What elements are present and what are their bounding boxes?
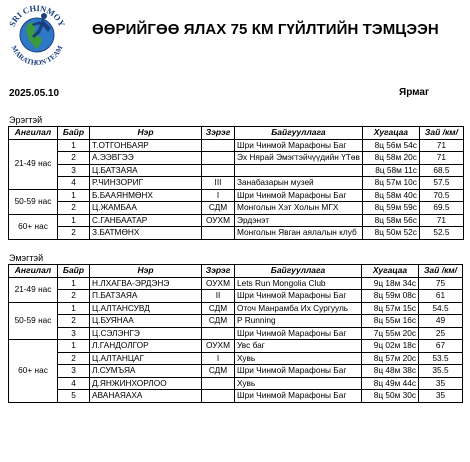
column-header: Байр [58,265,90,278]
distance-cell: 67 [419,340,463,353]
distance-cell: 25 [419,327,463,340]
name-cell: С.ГАНБААТАР [90,214,202,227]
age-category-cell: 60+ нас [9,340,58,403]
organization-cell: Занабазарын музей [235,177,363,190]
rank-cell: III [202,177,235,190]
distance-cell: 49 [419,315,463,328]
table-row [9,315,463,328]
organization-cell: Оточ Манрамба Их Сургууль [235,302,362,315]
name-cell: П.БАТЗАЯА [90,290,202,303]
name-cell: АВАНАЯАХА [90,390,202,403]
organization-cell: Хувь [235,377,362,390]
distance-cell: 70.5 [419,189,463,202]
name-cell: Н.ЛХАГВА-ЭРДЭНЭ [90,277,202,290]
women-results-table [8,264,463,403]
column-header: Зэрэг [202,265,235,278]
distance-cell: 71 [419,214,463,227]
age-category-cell: 21-49 нас [9,139,58,189]
table-header-row [9,265,463,278]
organization-cell: Шри Чинмой Марафоны Баг [235,139,363,152]
name-cell: Ц.СЭЛЭНГЭ [90,327,202,340]
rank-cell: СДМ [202,302,235,315]
table-row [9,227,464,240]
event-location: Ярмаг [399,87,430,98]
table-row [9,177,464,190]
women-section-label: Эмэгтэй [9,253,44,263]
time-cell: 9ц 02м 18с [362,340,419,353]
rank-cell [202,327,235,340]
table-row [9,277,463,290]
organization-cell: Монголын Явган аялалын клуб [235,227,363,240]
table-row [9,327,463,340]
men-section-label: Эрэгтэй [9,115,43,125]
place-cell: 1 [58,214,90,227]
place-cell: 1 [58,340,90,353]
time-cell: 8ц 59м 08с [362,290,419,303]
name-cell: Ц.БУЯНАА [90,315,202,328]
rank-cell [202,390,235,403]
place-cell: 4 [58,377,90,390]
table-row [9,390,463,403]
age-category-cell: 50-59 нас [9,302,58,340]
place-cell: 3 [58,365,90,378]
name-cell: Ц.ЖАМБАА [90,202,202,215]
table-row [9,189,464,202]
name-cell: Ц.БАТЗАЯА [90,164,202,177]
organization-cell: Хувь [235,352,362,365]
distance-cell: 53.5 [419,352,463,365]
organization-cell: Шри Чинмой Марафоны Баг [235,290,362,303]
rank-cell [202,377,235,390]
distance-cell: 71 [419,152,463,165]
time-cell: 7ц 55м 20с [362,327,419,340]
rank-cell: I [202,352,235,365]
time-cell: 8ц 58м 20с [362,152,419,165]
distance-cell: 61 [419,290,463,303]
time-cell: 8ц 56м 54с [362,139,419,152]
rank-cell: ОУХМ [202,340,235,353]
time-cell: 8ц 58м 40с [362,189,419,202]
table-row [9,139,464,152]
table-header-row [9,127,464,140]
rank-cell: ОУХМ [202,214,235,227]
column-header: Нэр [90,127,202,140]
column-header: Ангилал [9,265,58,278]
organization-cell: Шри Чинмой Марафоны Баг [235,327,362,340]
distance-cell: 57.5 [419,177,463,190]
column-header: Байгууллага [235,127,363,140]
organization-cell: Монголын Хэт Холын МГХ [235,202,363,215]
rank-cell: СДМ [202,365,235,378]
distance-cell: 52.5 [419,227,463,240]
column-header: Хугацаа [362,127,419,140]
organization-cell: Увс баг [235,340,362,353]
rank-cell: ОУХМ [202,277,235,290]
organization-cell: P Running [235,315,362,328]
column-header: Зай /км/ [419,127,463,140]
place-cell: 1 [58,302,90,315]
organization-cell: Шри Чинмой Марафоны Баг [235,189,363,202]
place-cell: 3 [58,164,90,177]
column-header: Хугацаа [362,265,419,278]
name-cell: Д.ЯНЖИНХОРЛОО [90,377,202,390]
table-row [9,340,463,353]
svg-text:SRI CHINMOY: SRI CHINMOY [6,2,68,29]
name-cell: Л.ГАНДОЛГОР [90,340,202,353]
table-row [9,202,464,215]
name-cell: Л.СУМЪЯА [90,365,202,378]
rank-cell: СДМ [202,315,235,328]
page-title: ӨӨРИЙГӨӨ ЯЛАХ 75 КМ ГҮЙЛТИЙН ТЭМЦЭЭН [92,21,439,38]
place-cell: 5 [58,390,90,403]
table-row [9,290,463,303]
organization-cell: Lets Run Mongolia Club [235,277,362,290]
time-cell: 8ц 57м 15с [362,302,419,315]
time-cell: 8ц 49м 44с [362,377,419,390]
place-cell: 2 [58,290,90,303]
place-cell: 4 [58,177,90,190]
table-row [9,214,464,227]
organization-cell [235,164,363,177]
age-category-cell: 60+ нас [9,214,58,239]
place-cell: 2 [58,315,90,328]
event-date: 2025.05.10 [9,88,60,99]
rank-cell: II [202,290,235,303]
table-row [9,302,463,315]
svg-text:MARATHON TEAM: MARATHON TEAM [9,44,65,68]
organization-cell: Эх Нярай Эмэгтэйчүүдийн ҮТөв [235,152,363,165]
place-cell: 2 [58,152,90,165]
organization-cell: Эрдэнэт [235,214,363,227]
place-cell: 1 [58,189,90,202]
name-cell: Т.ОТГОНБАЯР [90,139,202,152]
runner-globe-logo-icon [4,2,70,68]
rank-cell [202,227,235,240]
distance-cell: 68.5 [419,164,463,177]
column-header: Нэр [90,265,202,278]
column-header: Ангилал [9,127,58,140]
time-cell: 8ц 50м 52с [362,227,419,240]
name-cell: Б.БААЯНМӨНХ [90,189,202,202]
time-cell: 8ц 58м 56с [362,214,419,227]
column-header: Зай /км/ [419,265,463,278]
rank-cell [202,139,235,152]
place-cell: 2 [58,352,90,365]
table-row [9,152,464,165]
distance-cell: 71 [419,139,463,152]
place-cell: 3 [58,327,90,340]
column-header: Байгууллага [235,265,362,278]
name-cell: Р.ЧИНЗОРИГ [90,177,202,190]
place-cell: 2 [58,227,90,240]
time-cell: 8ц 58м 11с [362,164,419,177]
time-cell: 8ц 50м 30с [362,390,419,403]
distance-cell: 35 [419,390,463,403]
table-row [9,164,464,177]
column-header: Байр [58,127,90,140]
men-results-table [8,126,464,240]
rank-cell [202,164,235,177]
name-cell: А.ЭЭВГЭЭ [90,152,202,165]
place-cell: 2 [58,202,90,215]
table-row [9,365,463,378]
time-cell: 8ц 57м 10с [362,177,419,190]
distance-cell: 69.5 [419,202,463,215]
organization-cell: Шри Чинмой Марафоны Баг [235,365,362,378]
name-cell: Ц.АЛТАНСУВД [90,302,202,315]
age-category-cell: 21-49 нас [9,277,58,302]
distance-cell: 54.5 [419,302,463,315]
place-cell: 1 [58,277,90,290]
age-category-cell: 50-59 нас [9,189,58,214]
column-header: Зэрэг [202,127,235,140]
distance-cell: 35.5 [419,365,463,378]
rank-cell: I [202,189,235,202]
table-row [9,352,463,365]
time-cell: 8ц 48м 38с [362,365,419,378]
name-cell: З.БАТМӨНХ [90,227,202,240]
organization-cell: Шри Чинмой Марафоны Баг [235,390,362,403]
table-row [9,377,463,390]
time-cell: 8ц 59м 59с [362,202,419,215]
time-cell: 8ц 55м 16с [362,315,419,328]
time-cell: 8ц 57м 20с [362,352,419,365]
name-cell: Ц.АЛТАНЦАГ [90,352,202,365]
rank-cell: СДМ [202,202,235,215]
distance-cell: 75 [419,277,463,290]
place-cell: 1 [58,139,90,152]
rank-cell [202,152,235,165]
distance-cell: 35 [419,377,463,390]
time-cell: 9ц 18м 34с [362,277,419,290]
